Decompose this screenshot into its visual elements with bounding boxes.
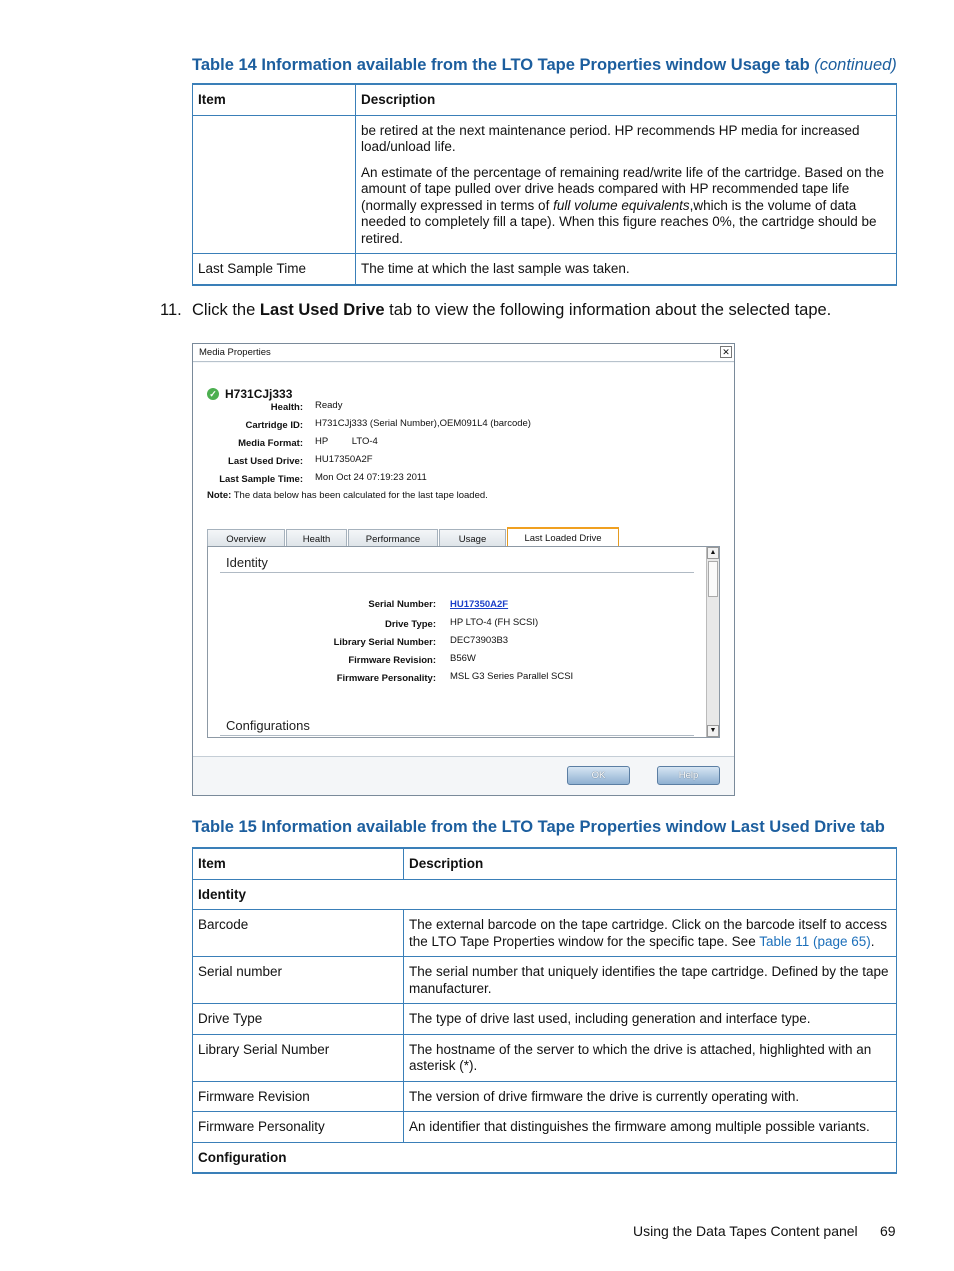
table-row (193, 1034, 897, 1081)
check-circle-icon: ✓ (207, 388, 219, 400)
tab-panel (207, 546, 720, 738)
step-instruction (160, 301, 831, 320)
field-label: Firmware Revision: (348, 655, 436, 666)
cell-item-empty (193, 115, 356, 254)
identity-drive-type-value: HP LTO-4 (FH SCSI) (450, 617, 539, 628)
cell-item: Barcode (193, 910, 404, 957)
description-text: ,which is the volume of data needed to completely fill a tape). When this figure reaches 0%, the cartridge should be retired. (361, 197, 877, 246)
table-row (193, 910, 897, 957)
field-label: Drive Type: (384, 619, 436, 630)
table14 (192, 83, 897, 286)
field-label: Firmware Personality: (336, 673, 436, 684)
prop-drive-value: HU17350A2F (315, 454, 373, 465)
dialog-title: Media Properties (199, 347, 271, 358)
page-number: 69 (880, 1223, 896, 1239)
cell-description (404, 910, 897, 957)
description-text: The external barcode on the tape cartridge. Click on the barcode itself to access the LTO Tape Properties window for the specific tape. See (409, 917, 888, 949)
scroll-down-icon[interactable]: ▼ (707, 725, 719, 737)
cell-description: The type of drive last used, including generation and interface type. (404, 1004, 897, 1035)
section-identity-title: Identity (226, 555, 268, 570)
prop-label: Health: (270, 402, 303, 413)
dialog-titlebar (193, 344, 734, 362)
prop-label: Last Used Drive: (228, 456, 303, 467)
prop-sample-value: Mon Oct 24 07:19:23 2011 (315, 472, 427, 483)
header-description: Description (356, 84, 897, 115)
table-row (193, 1004, 897, 1035)
step-text-bold: Last Used Drive (259, 301, 385, 319)
footer-section-title: Using the Data Tapes Content panel (633, 1223, 858, 1239)
prop-format-value: HP LTO-4 (315, 436, 378, 447)
section-configuration: Configuration (193, 1142, 897, 1173)
prop-cartridge-value: H731CJj333 (Serial Number),OEM091L4 (barcode) (315, 418, 531, 429)
cell-item: Serial number (193, 957, 404, 1004)
cell-description: The time at which the last sample was taken. (356, 254, 897, 285)
section-configurations-title: Configurations (226, 718, 310, 733)
cell-item: Drive Type (193, 1004, 404, 1035)
table-header-row (193, 848, 897, 879)
step-number: 11. (160, 301, 182, 319)
dialog-body (193, 363, 734, 756)
cell-item: Last Sample Time (193, 254, 356, 285)
step-text-post: tab to view the following information about the selected tape. (384, 301, 832, 319)
prop-label: Last Sample Time: (219, 474, 303, 485)
table-row (193, 957, 897, 1004)
tab-usage[interactable]: Usage (439, 529, 506, 547)
header-description: Description (404, 848, 897, 879)
table14-caption (192, 56, 897, 75)
tape-id-header (207, 387, 292, 401)
table-row (193, 1112, 897, 1143)
tape-id: H731CJj333 (225, 387, 293, 401)
tab-overview[interactable]: Overview (207, 529, 285, 547)
tab-bar (207, 527, 620, 546)
vertical-scrollbar[interactable] (706, 547, 719, 737)
cell-description: The version of drive firmware the drive is currently operating with. (404, 1081, 897, 1112)
table14-caption-suffix: (continued) (814, 56, 897, 74)
dialog-footer-divider (193, 756, 734, 757)
tab-performance[interactable]: Performance (348, 529, 438, 547)
description-text: . (870, 933, 875, 949)
table15-caption: Table 15 Information available from the LTO Tape Properties window Last Used Drive tab (192, 818, 885, 836)
scroll-thumb[interactable] (708, 561, 718, 597)
note-text: The data below has been calculated for the last tape loaded. (233, 490, 488, 501)
field-label: Library Serial Number: (333, 637, 436, 648)
note-label: Note: (207, 490, 232, 501)
prop-label: Cartridge ID: (245, 420, 303, 431)
cell-item: Firmware Revision (193, 1081, 404, 1112)
table-header-row (193, 84, 897, 115)
cell-description: An identifier that distinguishes the firmware among multiple possible variants. (404, 1112, 897, 1143)
close-icon[interactable]: ✕ (720, 346, 732, 358)
scroll-up-icon[interactable]: ▲ (707, 547, 719, 559)
table-row (193, 1081, 897, 1112)
header-item: Item (193, 84, 356, 115)
prop-health-value: Ready (315, 400, 343, 411)
media-properties-dialog (192, 343, 735, 796)
section-row (193, 879, 897, 910)
description-emphasis: full volume equivalents (553, 197, 690, 213)
table11-link[interactable]: Table 11 (page 65) (759, 933, 871, 949)
section-divider (220, 572, 694, 573)
tab-health[interactable]: Health (286, 529, 347, 547)
ok-button[interactable]: OK (567, 766, 630, 785)
cell-description: The hostname of the server to which the drive is attached, highlighted with an asterisk (*). (404, 1034, 897, 1081)
section-divider (220, 735, 694, 736)
prop-label: Media Format: (238, 438, 303, 449)
table-row (193, 254, 897, 285)
cell-description: The serial number that uniquely identifies the tape cartridge. Defined by the tape manufacturer. (404, 957, 897, 1004)
cell-item: Library Serial Number (193, 1034, 404, 1081)
cell-description (356, 115, 897, 254)
identity-firmware-personality-value: MSL G3 Series Parallel SCSI (450, 671, 574, 682)
note-line (207, 490, 488, 501)
help-button[interactable]: Help (657, 766, 720, 785)
section-identity: Identity (193, 879, 897, 910)
description-paragraph (361, 165, 891, 248)
header-item: Item (193, 848, 404, 879)
field-label: Serial Number: (368, 599, 436, 610)
section-row (193, 1142, 897, 1173)
description-paragraph: be retired at the next maintenance period. HP recommends HP media for increased load/unload life. (361, 122, 860, 154)
description-text: An estimate of the percentage of remaining read/write life of the cartridge. Based on the amount of tape pulled over drive heads compared with HP recommended tape life (normally expressed in terms of (361, 164, 885, 213)
table15 (192, 847, 897, 1174)
serial-number-link[interactable]: HU17350A2F (450, 599, 509, 610)
table14-caption-text: Table 14 Information available from the LTO Tape Properties window Usage tab (192, 56, 810, 74)
step-text-pre: Click the (192, 301, 260, 319)
cell-item: Firmware Personality (193, 1112, 404, 1143)
identity-library-serial-value: DEC73903B3 (450, 635, 509, 646)
tab-last-loaded-drive[interactable]: Last Loaded Drive (507, 527, 619, 547)
identity-firmware-revision-value: B56W (450, 653, 476, 664)
table-row (193, 115, 897, 254)
